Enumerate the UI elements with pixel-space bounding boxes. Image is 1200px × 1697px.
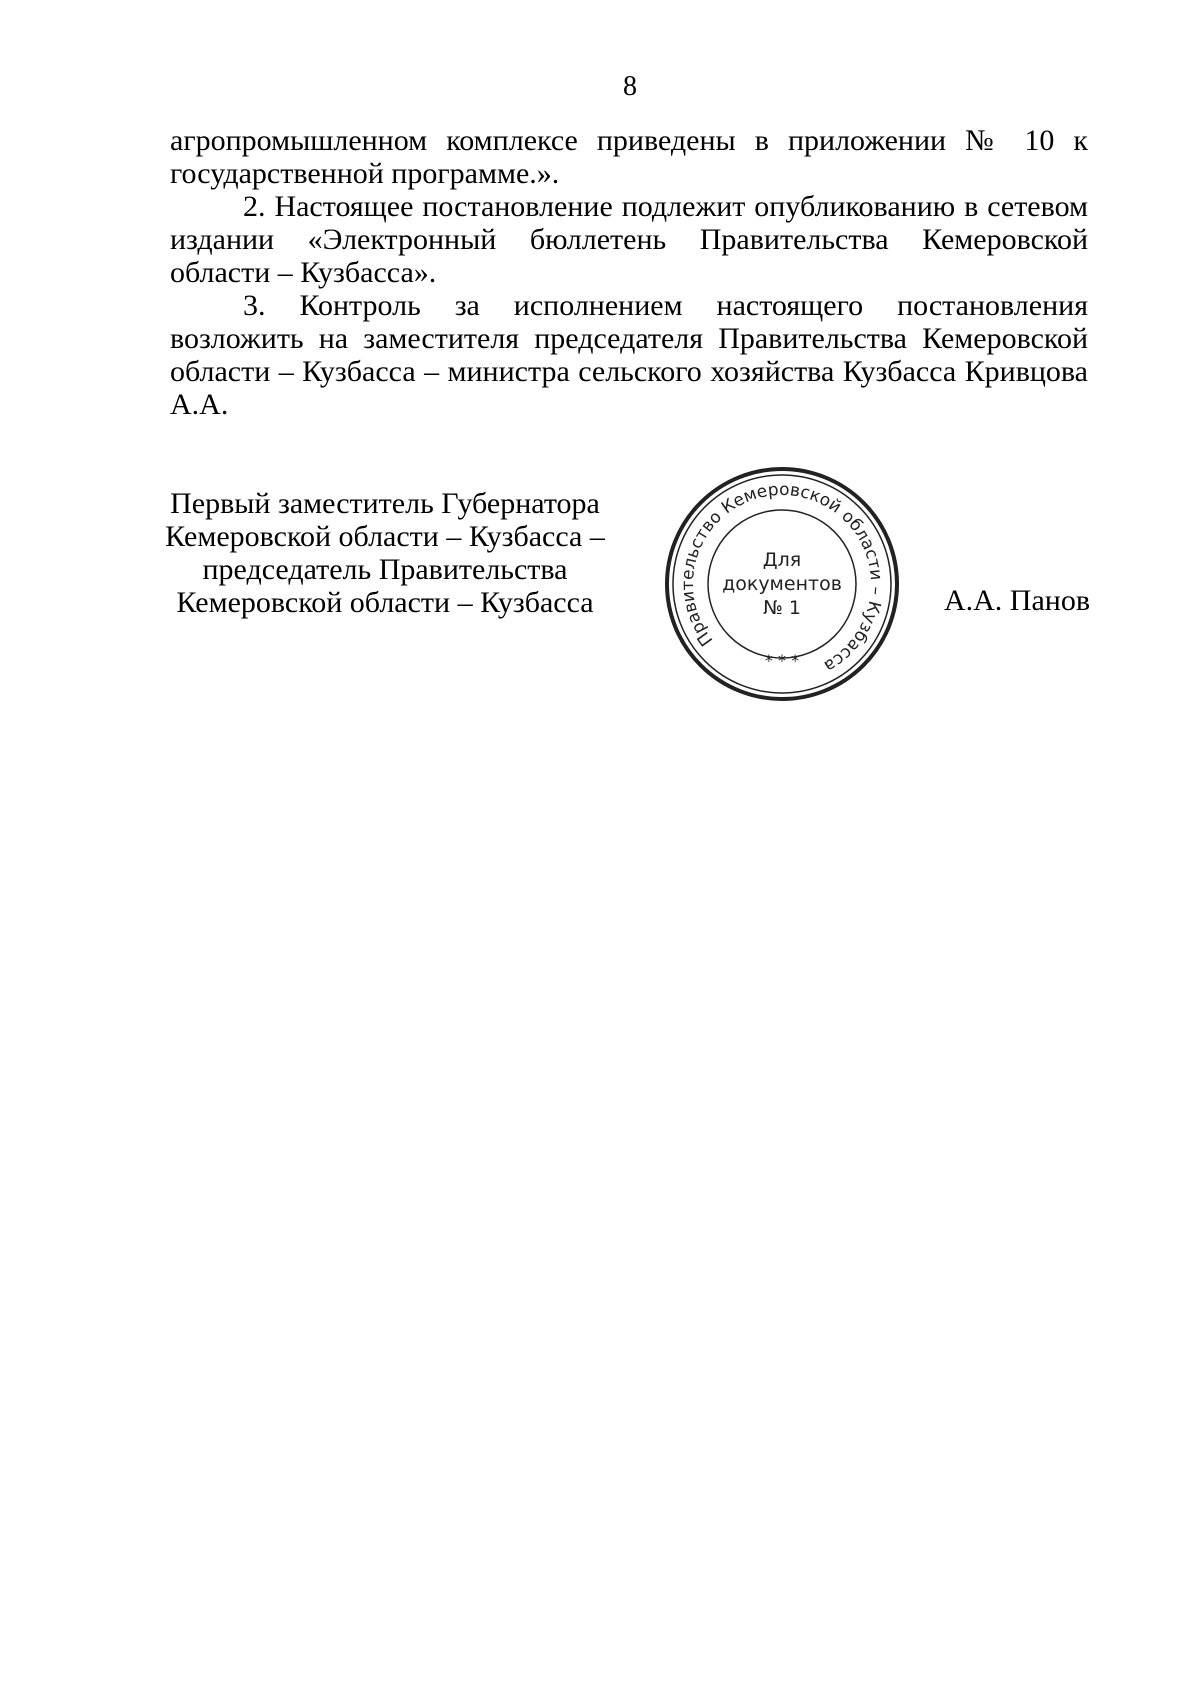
seal-ring-text: Правительство Кемеровской области – Кузбасса bbox=[677, 479, 887, 677]
seal-center-line: № 1 bbox=[763, 597, 801, 619]
signatory-position bbox=[150, 487, 620, 619]
seal-center-line: документов bbox=[722, 573, 842, 595]
signatory-position-line: председатель Правительства bbox=[202, 553, 568, 586]
seal-center bbox=[663, 465, 901, 703]
official-seal bbox=[663, 465, 901, 703]
paragraph-continuation: агропромышленном комплексе приведены в приложении № 10 к государственной программе.». bbox=[170, 124, 1088, 190]
document-body bbox=[170, 124, 1088, 421]
signatory-position-line: Первый заместитель Губернатора bbox=[170, 487, 600, 520]
signatory-position-line: Кемеровской области – Кузбасса bbox=[176, 586, 594, 619]
signer-name: А.А. Панов bbox=[943, 584, 1090, 617]
page-number: 8 bbox=[623, 71, 637, 102]
signatory-position-line: Кемеровской области – Кузбасса – bbox=[165, 520, 605, 553]
seal-stars: * * * bbox=[764, 651, 800, 670]
seal-center-line: Для bbox=[762, 549, 802, 571]
paragraph-publication: 2. Настоящее постановление подлежит опубликованию в сетевом издании «Электронный бюллетень Правительства Кемеровской области – Кузбасса». bbox=[170, 190, 1088, 289]
paragraph-control: 3. Контроль за исполнением настоящего постановления возложить на заместителя председателя Правительства Кемеровской области – Кузбасса – министра сельского хозяйства Кузбасса Кривцова А.А. bbox=[170, 289, 1088, 421]
